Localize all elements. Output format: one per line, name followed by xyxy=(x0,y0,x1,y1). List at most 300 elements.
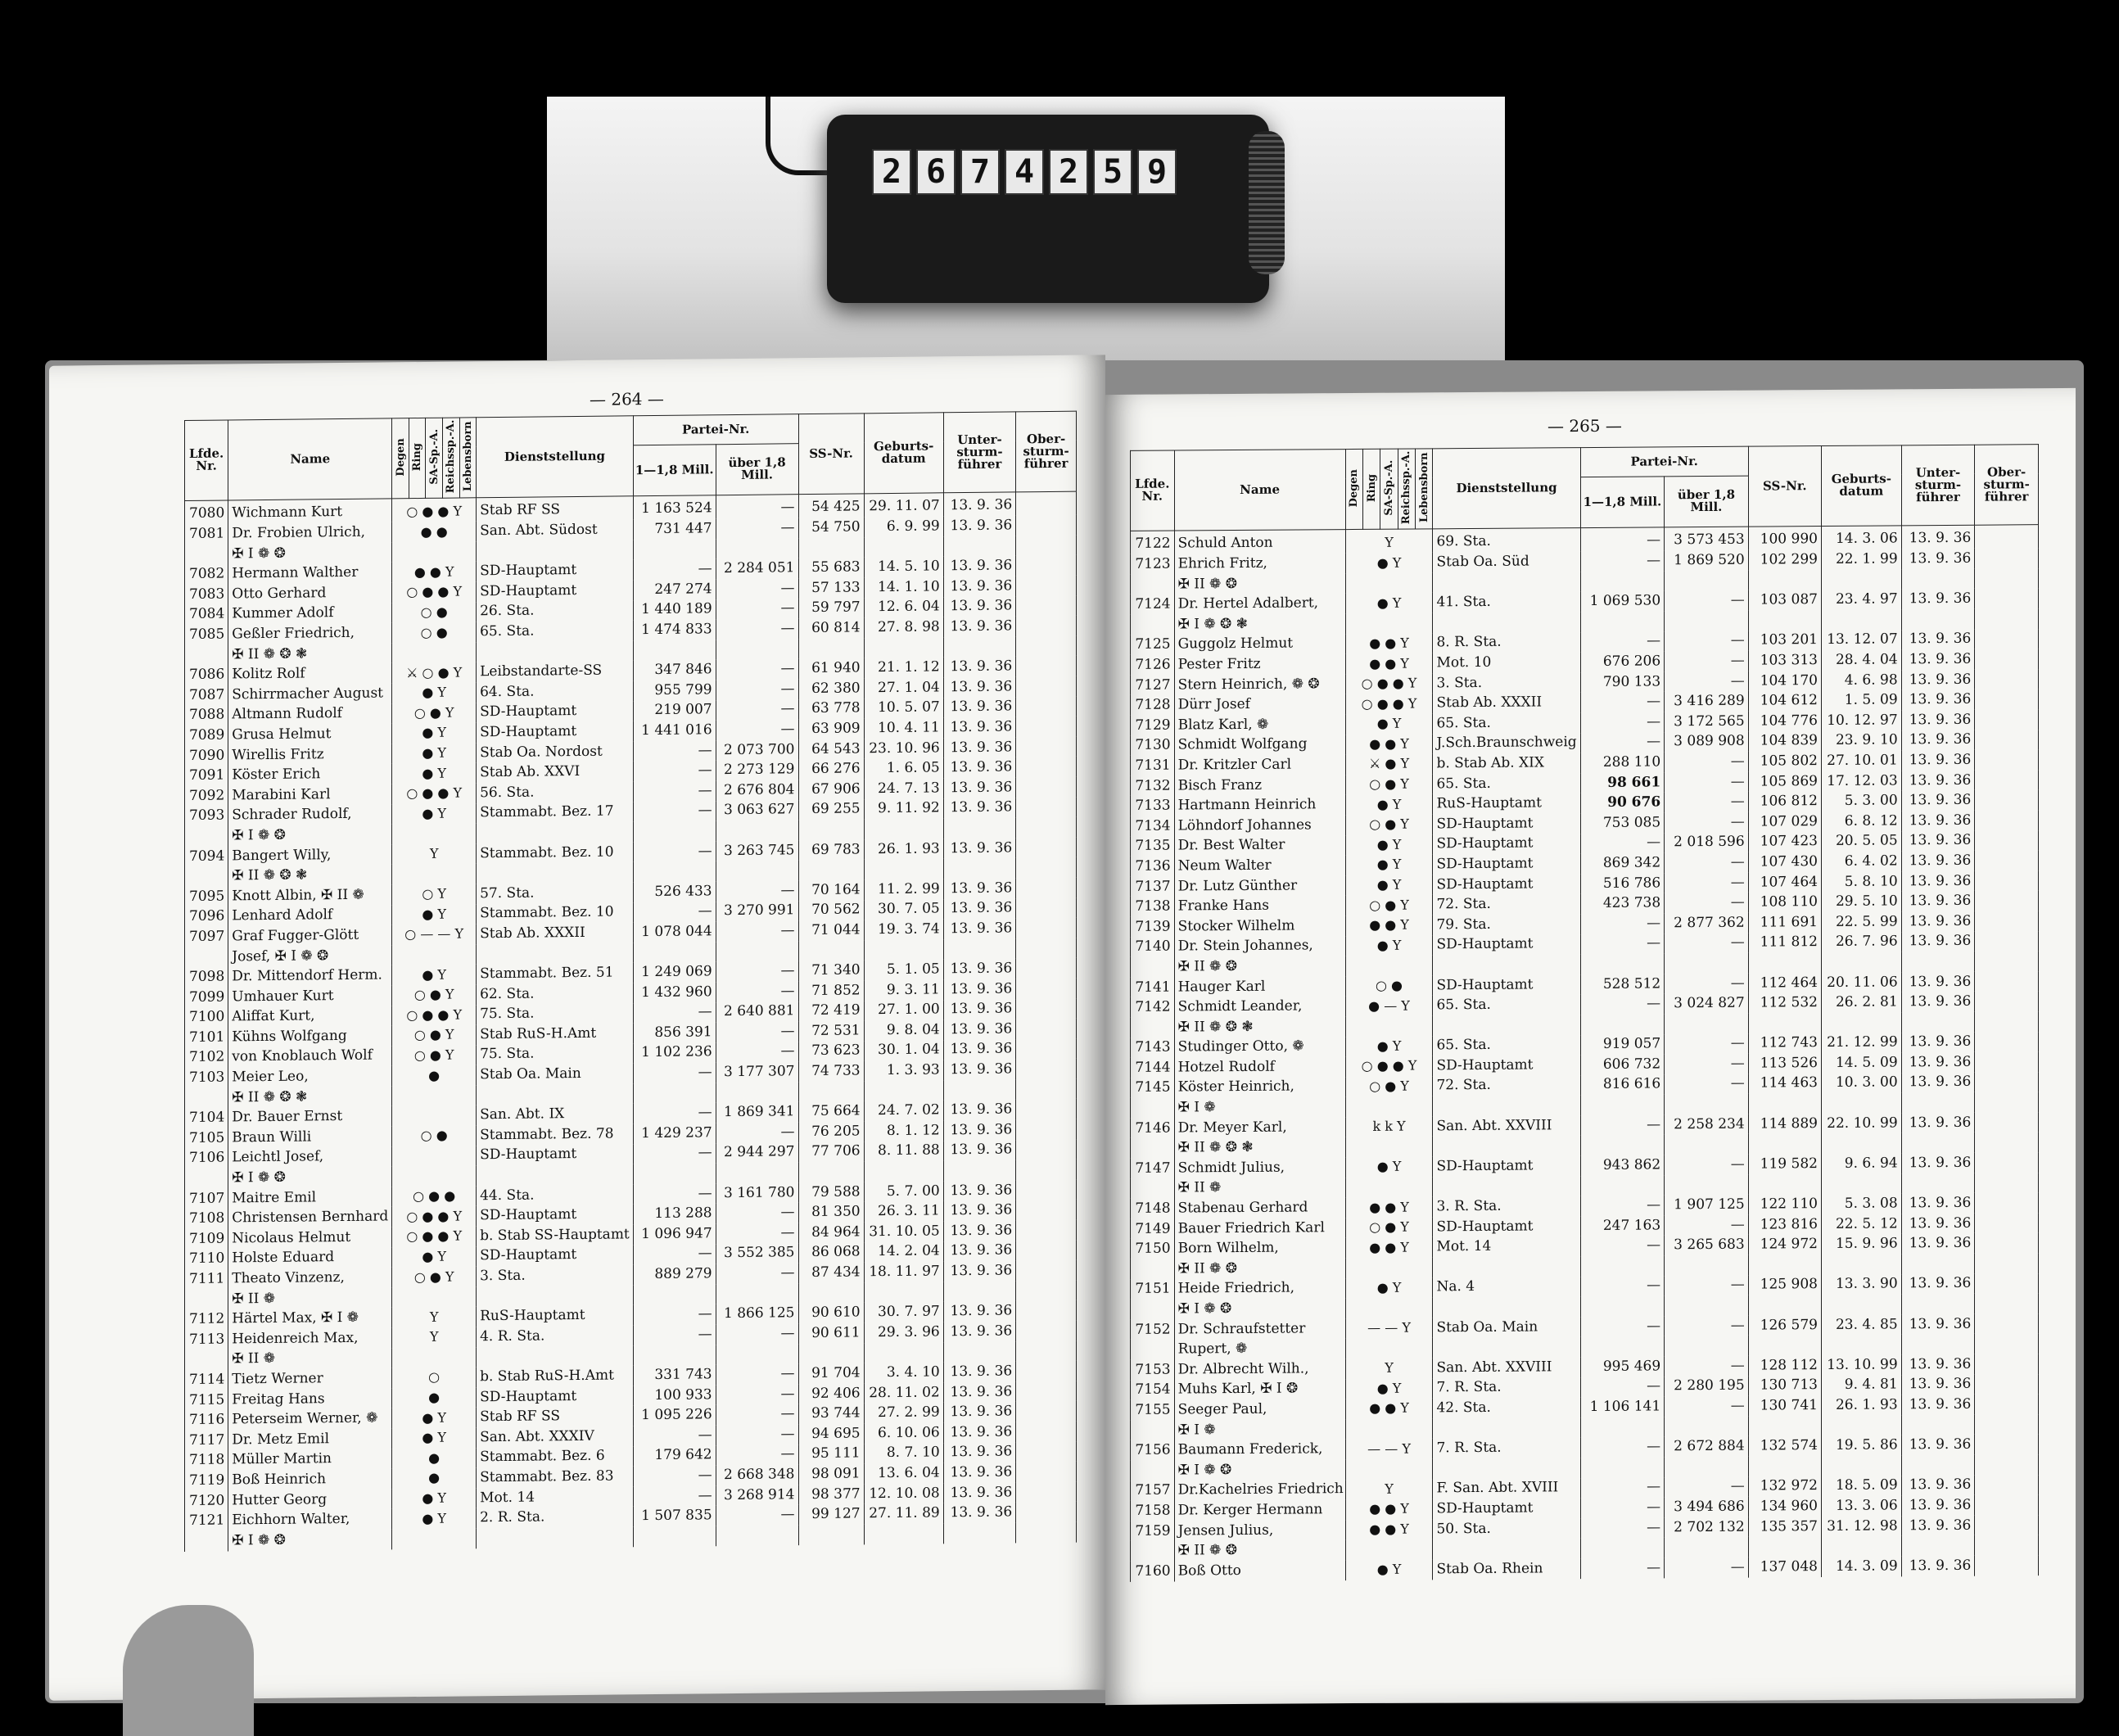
entry-number xyxy=(185,1289,228,1309)
entry-partei-1 xyxy=(633,1345,716,1366)
entry-obersturmfuehrer xyxy=(1975,1494,2039,1515)
entry-name: Heide Friedrich, xyxy=(1174,1278,1345,1300)
entry-dienststellung: SD-Hauptamt xyxy=(1433,834,1580,855)
entry-partei-2: — xyxy=(716,981,798,1002)
entry-name: ✠ II ❁ ❂ ❃ xyxy=(228,1086,392,1108)
entry-name: Hartmann Heinrich xyxy=(1174,794,1345,816)
entry-dienststellung: San. Abt. Südost xyxy=(477,520,634,542)
entry-partei-2: — xyxy=(716,1263,798,1284)
entry-partei-2 xyxy=(1665,1255,1749,1276)
entry-partei-1: 606 732 xyxy=(1580,1054,1665,1074)
entry-decorations: ○ ● Y xyxy=(1345,1076,1433,1096)
entry-partei-2: — xyxy=(1665,1356,1749,1377)
entry-partei-1: 1 078 044 xyxy=(633,921,716,943)
entry-partei-1: 1 069 530 xyxy=(1580,591,1665,612)
entry-untersturmfuehrer xyxy=(943,1522,1015,1544)
entry-obersturmfuehrer xyxy=(1016,656,1077,676)
entry-birthdate: 8. 11. 88 xyxy=(864,1141,943,1162)
header-label: über 1,8 Mill. xyxy=(728,454,786,482)
entry-ss-nr xyxy=(798,1081,864,1101)
entry-decorations: ● Y xyxy=(1345,1156,1433,1177)
entry-name: Maitre Emil xyxy=(228,1187,392,1209)
entry-untersturmfuehrer: 13. 9. 36 xyxy=(943,919,1015,940)
entry-partei-2 xyxy=(1665,1295,1749,1316)
entry-name: von Knoblauch Wolf xyxy=(228,1046,392,1068)
entry-birthdate: 23. 4. 97 xyxy=(1821,590,1901,610)
entry-ss-nr xyxy=(1748,1013,1821,1033)
entry-dienststellung xyxy=(477,1083,634,1105)
entry-dienststellung: 42. Sta. xyxy=(1433,1397,1580,1418)
entry-name: Schirrmacher August xyxy=(228,683,392,705)
entry-partei-2: 2 702 132 xyxy=(1665,1517,1749,1537)
entry-name: Dr. Frobien Ulrich, xyxy=(228,522,392,545)
entry-number: 7098 xyxy=(185,967,228,988)
entry-untersturmfuehrer xyxy=(1901,1173,1975,1193)
entry-partei-1: 955 799 xyxy=(633,680,716,701)
entry-untersturmfuehrer: 13. 9. 36 xyxy=(943,1241,1015,1262)
entry-partei-1: — xyxy=(1580,712,1665,732)
entry-ss-nr: 137 048 xyxy=(1748,1557,1821,1577)
entry-decorations: ● ● Y xyxy=(1345,915,1433,935)
entry-obersturmfuehrer xyxy=(1975,1555,2039,1576)
entry-ss-nr: 132 972 xyxy=(1748,1476,1821,1497)
entry-ss-nr: 84 964 xyxy=(798,1222,864,1242)
entry-partei-1: 247 274 xyxy=(633,579,716,600)
header-label: Partei-Nr. xyxy=(1630,453,1698,469)
header-label: Lfde. Nr. xyxy=(189,445,224,474)
header-label: SS-Nr. xyxy=(809,445,853,461)
entry-name: Tietz Werner xyxy=(228,1368,392,1390)
entry-ss-nr: 104 776 xyxy=(1748,711,1821,731)
entry-ss-nr xyxy=(1748,1416,1821,1436)
entry-birthdate: 22. 1. 99 xyxy=(1821,549,1901,570)
entry-partei-2: 2 280 195 xyxy=(1665,1376,1749,1396)
entry-name: Hauger Karl xyxy=(1174,976,1345,997)
entry-obersturmfuehrer xyxy=(1016,1179,1077,1200)
entry-untersturmfuehrer: 13. 9. 36 xyxy=(1901,1475,1975,1495)
entry-number xyxy=(185,866,228,887)
entry-dienststellung: 8. R. Sta. xyxy=(1433,632,1580,653)
entry-obersturmfuehrer xyxy=(1016,1462,1077,1482)
entry-untersturmfuehrer: 13. 9. 36 xyxy=(1901,1273,1975,1294)
header-unter xyxy=(943,412,1015,493)
entry-birthdate: 26. 7. 96 xyxy=(1821,932,1901,952)
entry-ss-nr: 70 164 xyxy=(798,879,864,900)
entry-number: 7126 xyxy=(1131,655,1175,676)
entry-obersturmfuehrer xyxy=(1975,810,2039,830)
entry-dienststellung: b. Stab RuS-H.Amt xyxy=(477,1365,634,1387)
entry-ss-nr: 123 816 xyxy=(1748,1214,1821,1235)
entry-obersturmfuehrer xyxy=(1016,491,1077,516)
entry-partei-1: 347 846 xyxy=(633,660,716,681)
entry-name: Knott Albin, ✠ II ❁ xyxy=(228,884,392,906)
entry-ss-nr: 90 611 xyxy=(798,1322,864,1343)
entry-decorations: ○ ● ● Y xyxy=(1345,673,1433,694)
entry-untersturmfuehrer: 13. 9. 36 xyxy=(943,717,1015,739)
entry-partei-1: 790 133 xyxy=(1580,671,1665,692)
entry-decorations: ○ ● Y xyxy=(1345,814,1433,834)
entry-dienststellung: 65. Sta. xyxy=(1433,1035,1580,1056)
entry-decorations: ● Y xyxy=(1345,713,1433,734)
entry-obersturmfuehrer xyxy=(1975,608,2039,629)
entry-dienststellung: 3. Sta. xyxy=(477,1265,634,1287)
entry-ss-nr: 125 908 xyxy=(1748,1275,1821,1295)
entry-decorations: Y xyxy=(1345,529,1433,554)
mechanical-counter xyxy=(827,115,1269,303)
entry-partei-1: — xyxy=(633,780,716,802)
entry-partei-2 xyxy=(1665,611,1749,631)
entry-obersturmfuehrer xyxy=(1016,1038,1077,1059)
entry-untersturmfuehrer: 13. 9. 36 xyxy=(943,697,1015,718)
entry-name: Eichhorn Walter, xyxy=(228,1509,392,1531)
entry-obersturmfuehrer xyxy=(1016,555,1077,576)
entry-decorations: ● xyxy=(392,1065,477,1087)
entry-name: Hutter Georg xyxy=(228,1489,392,1511)
entry-ss-nr: 111 812 xyxy=(1748,933,1821,953)
entry-dienststellung: 7. R. Sta. xyxy=(1433,1377,1580,1399)
entry-number: 7112 xyxy=(185,1309,228,1330)
entry-number xyxy=(185,1349,228,1370)
entry-partei-2 xyxy=(1665,1416,1749,1436)
entry-number: 7147 xyxy=(1131,1159,1175,1179)
entry-partei-2 xyxy=(716,1525,798,1546)
entry-ss-nr: 112 532 xyxy=(1748,992,1821,1013)
entry-name: Boß Otto xyxy=(1174,1560,1345,1581)
entry-partei-2: 3 265 683 xyxy=(1665,1235,1749,1255)
entry-decorations: ● Y xyxy=(1345,935,1433,956)
entry-untersturmfuehrer: 13. 9. 36 xyxy=(1901,771,1975,791)
entry-decorations xyxy=(392,541,477,563)
entry-dienststellung: RuS-Hauptamt xyxy=(477,1305,634,1327)
entry-partei-2: 1 907 125 xyxy=(1665,1195,1749,1215)
entry-partei-2: — xyxy=(1665,1033,1749,1054)
entry-partei-1 xyxy=(1580,1175,1665,1196)
entry-ss-nr: 99 127 xyxy=(798,1504,864,1525)
entry-name: Dr.Kachelries Friedrich xyxy=(1174,1480,1345,1501)
entry-obersturmfuehrer xyxy=(1975,1072,2039,1092)
entry-name: Seeger Paul, xyxy=(1174,1399,1345,1420)
entry-decorations: ○ ● ● Y xyxy=(392,1226,477,1247)
entry-partei-2 xyxy=(1665,1174,1749,1195)
entry-number xyxy=(1131,1461,1175,1481)
entry-name: ✠ II ❁ ❂ ❃ xyxy=(228,865,392,887)
entry-number: 7120 xyxy=(185,1490,228,1511)
entry-number: 7101 xyxy=(185,1028,228,1048)
entry-partei-2: — xyxy=(1665,812,1749,833)
entry-number: 7082 xyxy=(185,564,228,585)
entry-number: 7105 xyxy=(185,1128,228,1149)
entry-partei-1: — xyxy=(633,841,716,862)
entry-partei-1: — xyxy=(633,801,716,822)
entry-partei-1: — xyxy=(633,1002,716,1024)
entry-partei-2: — xyxy=(1665,651,1749,671)
entry-decorations: ● Y xyxy=(1345,1277,1433,1298)
counter-digits xyxy=(872,149,1177,195)
entry-partei-2: — xyxy=(1665,590,1749,611)
entry-partei-1: 219 007 xyxy=(633,700,716,721)
entry-number: 7144 xyxy=(1131,1058,1175,1078)
entry-birthdate: 12. 10. 08 xyxy=(864,1483,943,1504)
entry-number: 7134 xyxy=(1131,816,1175,837)
entry-ss-nr: 107 430 xyxy=(1748,852,1821,872)
entry-ss-nr: 124 972 xyxy=(1748,1234,1821,1255)
entry-birthdate: 1. 3. 93 xyxy=(864,1060,943,1082)
header-partei_b xyxy=(1665,476,1749,527)
entry-partei-1 xyxy=(633,942,716,963)
entry-name: Bisch Franz xyxy=(1174,775,1345,796)
counter-digit: 9 xyxy=(1137,149,1177,195)
entry-number: 7099 xyxy=(185,987,228,1007)
entry-obersturmfuehrer xyxy=(1016,696,1077,717)
entry-dienststellung: 75. Sta. xyxy=(477,1003,634,1025)
entry-partei-2: 3 573 453 xyxy=(1665,527,1749,551)
entry-obersturmfuehrer xyxy=(1016,817,1077,838)
header-partei_a xyxy=(633,444,716,495)
entry-obersturmfuehrer xyxy=(1975,891,2039,911)
entry-ss-nr: 102 299 xyxy=(1748,549,1821,570)
entry-partei-1: — xyxy=(1580,551,1665,572)
entry-partei-1 xyxy=(633,1284,716,1305)
entry-obersturmfuehrer xyxy=(1016,576,1077,596)
entry-dienststellung: Stab Oa. Main xyxy=(477,1064,634,1086)
entry-number: 7094 xyxy=(185,846,228,866)
entry-partei-1: 816 616 xyxy=(1580,1074,1665,1095)
entry-dienststellung: 57. Sta. xyxy=(477,882,634,904)
entry-number: 7146 xyxy=(1131,1118,1175,1138)
entry-obersturmfuehrer xyxy=(1016,1361,1077,1381)
entry-obersturmfuehrer xyxy=(1975,1112,2039,1132)
entry-name: Jensen Julius, xyxy=(1174,1520,1345,1541)
entry-dienststellung xyxy=(1433,1538,1580,1559)
entry-name: Born Wilhelm, xyxy=(1174,1238,1345,1259)
entry-birthdate xyxy=(1821,1254,1901,1274)
entry-birthdate: 14. 5. 10 xyxy=(864,557,943,578)
entry-decorations: Y xyxy=(1345,1358,1433,1378)
entry-partei-1: 731 447 xyxy=(633,518,716,540)
entry-ss-nr: 66 276 xyxy=(798,759,864,780)
entry-untersturmfuehrer xyxy=(1901,1334,1975,1354)
entry-decorations: ● ● Y xyxy=(392,562,477,583)
entry-name: Stocker Wilhelm xyxy=(1174,915,1345,937)
entry-dienststellung: 64. Sta. xyxy=(477,680,634,703)
entry-name: Geßler Friedrich, xyxy=(228,623,392,645)
entry-birthdate: 13. 3. 06 xyxy=(1821,1496,1901,1517)
page-number: — 265 — xyxy=(1547,415,1622,436)
entry-ss-nr: 55 683 xyxy=(798,558,864,578)
entry-decorations: ● xyxy=(392,1448,477,1469)
entry-birthdate: 31. 10. 05 xyxy=(864,1221,943,1242)
entry-ss-nr: 104 170 xyxy=(1748,671,1821,691)
entry-untersturmfuehrer xyxy=(1901,1415,1975,1435)
entry-partei-1: — xyxy=(1580,732,1665,753)
entry-partei-1: — xyxy=(633,1143,716,1164)
entry-decorations: — — Y xyxy=(1345,1318,1433,1338)
entry-dienststellung: Stab RF SS xyxy=(477,1406,634,1428)
entry-birthdate: 26. 3. 11 xyxy=(864,1201,943,1223)
entry-untersturmfuehrer xyxy=(1901,1012,1975,1033)
entry-obersturmfuehrer xyxy=(1975,689,2039,710)
entry-decorations xyxy=(1345,1418,1433,1439)
entry-obersturmfuehrer xyxy=(1016,1078,1077,1099)
entry-untersturmfuehrer: 13. 9. 36 xyxy=(1901,992,1975,1012)
entry-partei-1: — xyxy=(633,1244,716,1265)
entry-partei-1 xyxy=(633,1083,716,1104)
entry-decorations xyxy=(1345,955,1433,975)
entry-name: Stabenau Gerhard xyxy=(1174,1197,1345,1218)
entry-dienststellung: Stammabt. Bez. 6 xyxy=(477,1446,634,1468)
entry-birthdate: 6. 8. 12 xyxy=(1821,811,1901,831)
entry-birthdate xyxy=(864,939,943,961)
entry-obersturmfuehrer xyxy=(1975,1273,2039,1294)
entry-number: 7103 xyxy=(185,1068,228,1088)
entry-obersturmfuehrer xyxy=(1975,790,2039,811)
entry-decorations: Y xyxy=(392,1307,477,1328)
entry-decorations: ● Y xyxy=(1345,1036,1433,1056)
entry-untersturmfuehrer: 13. 9. 36 xyxy=(1901,911,1975,932)
entry-obersturmfuehrer xyxy=(1975,911,2039,931)
entry-number xyxy=(185,644,228,665)
entry-partei-1 xyxy=(633,640,716,661)
entry-number xyxy=(185,947,228,967)
entry-birthdate: 22. 5. 99 xyxy=(1821,911,1901,932)
entry-partei-2: — xyxy=(716,961,798,982)
entry-dienststellung: 72. Sta. xyxy=(1433,893,1580,915)
entry-decorations: ● ● Y xyxy=(1345,653,1433,674)
entry-partei-2: — xyxy=(1665,1074,1749,1094)
entry-partei-2: — xyxy=(716,920,798,942)
entry-partei-1: 528 512 xyxy=(1580,974,1665,994)
entry-birthdate: 18. 5. 09 xyxy=(1821,1476,1901,1496)
entry-partei-1 xyxy=(633,821,716,842)
entry-untersturmfuehrer: 13. 9. 36 xyxy=(1901,1233,1975,1254)
entry-dienststellung: 56. Sta. xyxy=(477,781,634,803)
entry-partei-2: 3 161 780 xyxy=(716,1182,798,1204)
entry-untersturmfuehrer: 13. 9. 36 xyxy=(1901,870,1975,891)
entry-partei-1: — xyxy=(1580,1557,1665,1578)
entry-partei-1 xyxy=(1580,1457,1665,1477)
entry-obersturmfuehrer xyxy=(1975,1152,2039,1173)
entry-birthdate: 20. 11. 06 xyxy=(1821,972,1901,992)
entry-decorations xyxy=(392,823,477,844)
entry-partei-1: 516 786 xyxy=(1580,873,1665,893)
entry-partei-2: — xyxy=(716,659,798,680)
entry-name: Dürr Josef xyxy=(1174,694,1345,715)
entry-birthdate xyxy=(1821,1295,1901,1315)
entry-untersturmfuehrer: 13. 9. 36 xyxy=(1901,589,1975,609)
entry-number: 7130 xyxy=(1131,735,1175,756)
entry-partei-2 xyxy=(716,1162,798,1183)
entry-birthdate: 27. 1. 00 xyxy=(864,1000,943,1021)
entry-partei-1: — xyxy=(633,740,716,762)
entry-untersturmfuehrer: 13. 9. 36 xyxy=(943,1482,1015,1503)
entry-number xyxy=(1131,1017,1175,1038)
entry-decorations: ○ ● Y xyxy=(392,984,477,1006)
entry-partei-2 xyxy=(1665,1014,1749,1034)
entry-partei-2: 2 284 051 xyxy=(716,558,798,580)
entry-obersturmfuehrer xyxy=(1975,1032,2039,1052)
entry-decorations xyxy=(1345,1539,1433,1560)
entry-untersturmfuehrer: 13. 9. 36 xyxy=(943,999,1015,1020)
entry-number: 7149 xyxy=(1131,1218,1175,1239)
entry-birthdate xyxy=(864,818,943,839)
entry-number xyxy=(1131,615,1175,635)
entry-partei-2: — xyxy=(1665,771,1749,792)
entry-decorations: ● Y xyxy=(392,904,477,925)
entry-decorations xyxy=(392,1347,477,1368)
counter-digit: 7 xyxy=(960,149,1000,195)
entry-number: 7116 xyxy=(185,1410,228,1431)
entry-dienststellung xyxy=(1433,1336,1580,1358)
entry-dienststellung: SD-Hauptamt xyxy=(477,1386,634,1408)
entry-decorations: ● Y xyxy=(1345,1559,1433,1580)
entry-partei-1: — xyxy=(633,902,716,923)
entry-partei-2: — xyxy=(1665,933,1749,953)
entry-name: Theato Vinzenz, xyxy=(228,1268,392,1290)
entry-number: 7100 xyxy=(185,1007,228,1028)
entry-name: ✠ II ❁ ❂ xyxy=(1174,1539,1345,1561)
entry-name: Köster Heinrich, xyxy=(1174,1077,1345,1098)
entry-partei-2: — xyxy=(1665,973,1749,993)
header-label: Ober-sturm-führer xyxy=(1983,464,2030,504)
header-label: Unter-sturm-führer xyxy=(1914,464,1962,505)
entry-dienststellung: Na. 4 xyxy=(1433,1277,1580,1298)
entry-partei-2: 3 177 307 xyxy=(716,1061,798,1083)
entry-obersturmfuehrer xyxy=(1975,870,2039,891)
entry-obersturmfuehrer xyxy=(1016,1321,1077,1341)
header-lfd xyxy=(185,420,228,500)
entry-number xyxy=(1131,1340,1175,1360)
entry-decorations xyxy=(392,1146,477,1167)
entry-number: 7145 xyxy=(1131,1078,1175,1098)
entry-partei-2 xyxy=(716,1082,798,1103)
entry-decorations: ○ ● ● Y xyxy=(392,1005,477,1026)
entry-decorations: ○ ● ● Y xyxy=(392,783,477,804)
entry-untersturmfuehrer xyxy=(1901,1535,1975,1556)
entry-dienststellung: b. Stab SS-Hauptamt xyxy=(477,1224,634,1246)
entry-decorations: ⚔ ○ ● Y xyxy=(392,662,477,684)
entry-partei-1: 1 507 835 xyxy=(633,1506,716,1527)
entry-number: 7125 xyxy=(1131,635,1175,655)
entry-partei-1: — xyxy=(1580,1236,1665,1256)
entry-partei-2: — xyxy=(1665,1476,1749,1497)
entry-birthdate xyxy=(864,637,943,658)
entry-name: Schmidt Wolfgang xyxy=(1174,735,1345,756)
entry-number: 7122 xyxy=(1131,531,1175,554)
entry-name: ✠ I ❁ xyxy=(1174,1419,1345,1440)
entry-dienststellung xyxy=(1433,1417,1580,1439)
entry-dienststellung: Leibstandarte-SS xyxy=(477,661,634,683)
entry-decorations: ● — Y xyxy=(1345,996,1433,1016)
entry-ss-nr xyxy=(798,819,864,839)
header-ss xyxy=(798,414,864,494)
entry-birthdate: 15. 9. 96 xyxy=(1821,1234,1901,1255)
entry-partei-2: 3 494 686 xyxy=(1665,1497,1749,1517)
entry-dienststellung: Stab Ab. XXXII xyxy=(477,922,634,944)
entry-ss-nr: 93 744 xyxy=(798,1404,864,1424)
entry-name: Kolitz Rolf xyxy=(228,663,392,685)
entry-decorations: ● Y xyxy=(392,965,477,986)
entry-number: 7096 xyxy=(185,906,228,927)
entry-untersturmfuehrer: 13. 9. 36 xyxy=(1901,1113,1975,1133)
entry-partei-2 xyxy=(1665,1457,1749,1477)
entry-partei-2: 3 552 385 xyxy=(716,1243,798,1264)
entry-birthdate: 20. 5. 05 xyxy=(1821,831,1901,852)
entry-partei-1 xyxy=(633,539,716,560)
header-degen xyxy=(1345,449,1362,529)
entry-obersturmfuehrer xyxy=(1975,1374,2039,1395)
entry-decorations xyxy=(1345,1458,1433,1479)
entry-obersturmfuehrer xyxy=(1016,777,1077,798)
